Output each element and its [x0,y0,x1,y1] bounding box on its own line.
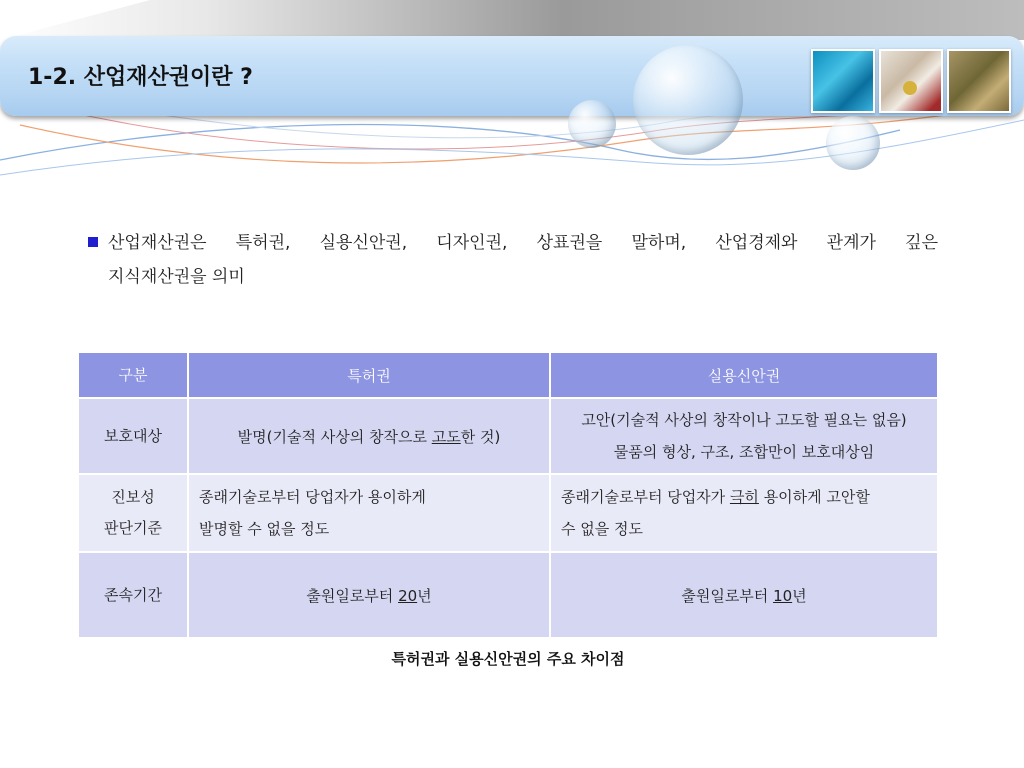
cell-text: 년 [792,586,807,605]
cell-text: 발명할 수 없을 정도 [199,520,330,538]
sealed-document-thumbnail [879,49,943,113]
grass-thumbnail [947,49,1011,113]
cell-text: 출원일로부터 [306,586,399,605]
table-row [78,474,938,552]
cell-text: 용이하게 고안할 [758,488,870,506]
page-title: 1-2. 산업재산권이란 ? [28,65,253,90]
definition-text [108,226,938,294]
bubble-icon [826,116,880,170]
square-bullet-icon [88,237,98,247]
cell-text: 고안(기술적 사상의 창작이나 고도할 필요는 없음) [581,411,907,429]
definition-bullet [88,226,938,294]
cell-text: 진보성 [111,488,155,506]
silk-fabric-thumbnail [811,49,875,113]
underlined-text: 고도 [431,427,461,446]
cell-text: 발명(기술적 사상의 창작으로 [237,427,432,446]
comparison-table [77,351,939,639]
row-label: 보호대상 [78,398,188,474]
row-label [78,474,188,552]
cell-text: 년 [417,586,432,605]
patent-cell [188,474,550,552]
cell-text: 수 없을 정도 [561,520,643,538]
table-caption: 특허권과 실용신안권의 주요 차이점 [391,650,625,668]
patent-cell [188,552,550,638]
utility-cell [550,552,938,638]
underlined-text: 극히 [729,488,759,506]
definition-line-2: 지식재산권을 의미 [108,267,245,287]
table-row [78,398,938,474]
wax-seal-icon [903,81,917,95]
header-gray-band [0,0,1024,40]
row-label: 존속기간 [78,552,188,638]
header-utility-model: 실용신안권 [550,352,938,398]
table-row [78,552,938,638]
utility-cell [550,474,938,552]
patent-cell [188,398,550,474]
definition-line-1: 산업재산권은 특허권, 실용신안권, 디자인권, 상표권을 말하며, 산업경제와 관계가 깊은 [108,233,938,253]
table-header-row [78,352,938,398]
header-category: 구분 [78,352,188,398]
header-patent: 특허권 [188,352,550,398]
underlined-text: 20 [398,586,418,605]
header-white-wedge [0,0,150,40]
cell-line [561,481,927,513]
cell-text: 한 것) [460,427,501,446]
cell-text: 판단기준 [104,519,162,537]
bubble-icon [633,45,743,155]
cell-text: 출원일로부터 [681,586,774,605]
cell-text: 종래기술로부터 당업자가 용이하게 [199,488,426,506]
utility-cell [550,398,938,474]
cell-text: 물품의 형상, 구조, 조합만이 보호대상임 [613,443,875,461]
underlined-text: 10 [773,586,793,605]
bubble-icon [568,100,616,148]
cell-text: 종래기술로부터 당업자가 [561,488,730,506]
